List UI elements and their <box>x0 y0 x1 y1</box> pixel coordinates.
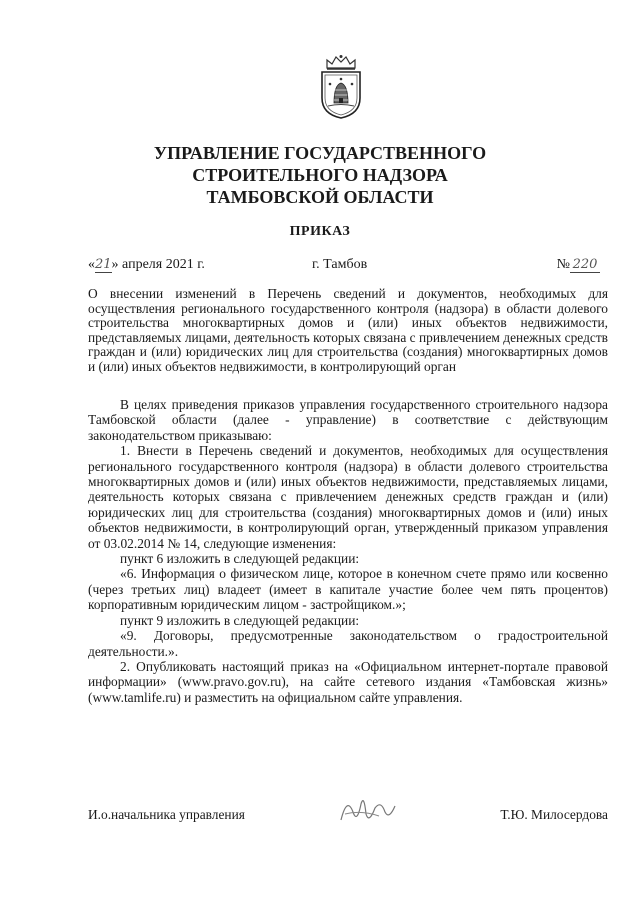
date-place-number-line <box>88 257 608 277</box>
signature-line <box>88 807 608 829</box>
order-subject: О внесении изменений в Перечень сведений и документов, необходимых для осуществления регионального государственного контроля (надзора) в области долевого строительства многоквартирных домов и (или) иных объектов недвижимости, представляемых лицами, деятельность которых связана с привлечением денежных средств граждан и (или) юридических лиц для строительства (создания) многоквартирных домов и (или) иных объектов недвижимости, в контролирующий орган <box>88 286 608 374</box>
heading-line-1: УПРАВЛЕНИЕ ГОСУДАРСТВЕННОГО <box>153 143 487 163</box>
date-day-handwritten: 21 <box>95 257 112 272</box>
heading-line-3: ТАМБОВСКОЙ ОБЛАСТИ <box>206 187 434 207</box>
paragraph-item-1: 1. Внести в Перечень сведений и документов, необходимых для осуществления регионального государственного контроля (надзора) в области долевого строительства многоквартирных домов и (или) иных объектов недвижимости, представляемых лицами, деятельность которых связана с привлечением денежных средств граждан и (или) юридических лиц для строительства (создания) многоквартирных домов и (или) иных объектов недвижимости, в контролирующий орган, утвержденный приказом управления от 03.02.2014 № 14, следующие изменения: <box>88 443 608 551</box>
paragraph-clause-9-intro: пункт 9 изложить в следующей редакции: <box>120 612 360 628</box>
date-month-year: » апреля 2021 г. <box>111 257 205 272</box>
signatory-position: И.о.начальника управления <box>88 807 245 822</box>
heading-line-2: СТРОИТЕЛЬНОГО НАДЗОРА <box>192 165 448 185</box>
order-number <box>557 257 600 273</box>
paragraph-preamble: В целях приведения приказов управления государственного строительного надзора Тамбовской области (далее - управление) в соответствие с действующим законодательством приказываю: <box>88 397 608 443</box>
paragraph-item-2: 2. Опубликовать настоящий приказ на «Официальном интернет-портале правовой информации» (www.pravo.gov.ru), на сайте сетевого издания «Тамбовская жизнь» (www.tamlife.ru) и разместить на официальном сайте управления. <box>88 658 608 705</box>
number-value-handwritten: 220 <box>570 257 600 273</box>
order-city: г. Тамбов <box>312 257 368 272</box>
order-date <box>88 257 205 273</box>
number-label: № <box>556 257 570 272</box>
date-open-quote: « <box>88 257 95 272</box>
order-title: ПРИКАЗ <box>289 224 351 239</box>
paragraph-clause-6-intro: пункт 6 изложить в следующей редакции: <box>120 551 360 567</box>
order-body <box>88 397 608 705</box>
tambov-coat-of-arms-icon <box>318 54 364 120</box>
paragraph-clause-6-text: «6. Информация о физическом лице, которое в конечном счете прямо или косвенно (через третьих лиц) владеет (имеет в капитале участие более чем пять процентов) корпоративным юридическим лицом - застройщиком.»; <box>88 566 608 613</box>
signatory-name: Т.Ю. Милосердова <box>500 807 608 822</box>
organization-heading <box>0 142 640 208</box>
paragraph-clause-9-text: «9. Договоры, предусмотренные законодательством о градостроительной деятельности.». <box>88 628 608 659</box>
